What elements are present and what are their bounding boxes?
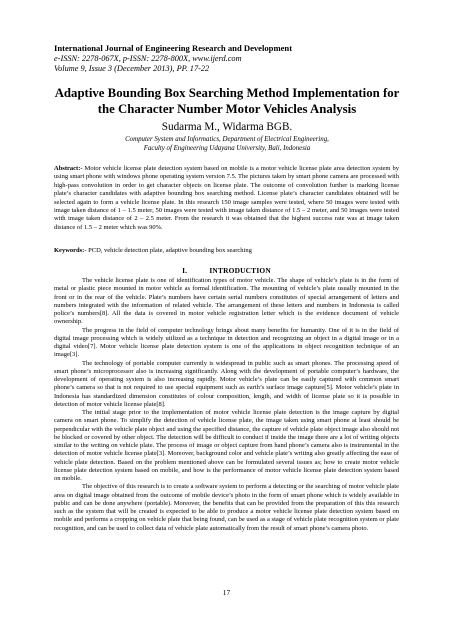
affiliation-line-1: Computer System and Informatics, Department of Electrical Engineering, xyxy=(125,136,329,143)
keywords-label: Keywords:- xyxy=(54,247,87,254)
paragraph: The objective of this research is to create a software system to perform a detecting or the searching of motor vehicle plate area on digital image obtained from the outcome of mobile device’s photo in the form of smart phone which is widely available in public and can be done anywhere (portable). Moreover, the benefits that can be provided from the preparation of this this research such as the system that will be created is expected to be able to produce a motor vehicle license plate detection system based on mobile and performs a cropping on vehicle plate that being found, can be used as a stage of vehicle plate recognition system or plate recognition, and can be used to collect data of vehicle plate automatically from the result of smart phone’s camera photo. xyxy=(54,483,399,532)
section-title: INTRODUCTION xyxy=(209,266,271,275)
paragraph: The progress in the field of computer technology brings about many benefits for humanity. One of it is in the field of digital image processing which is widely utilized as a technique in detection and recognizing an object in a digital image or in a digital video[7]. Motor vehicle license plate detection system is one of the applications in object recognition technique of an image[3]. xyxy=(54,326,399,359)
introduction-body xyxy=(54,277,399,533)
paragraph: The vehicle license plate is one of identification types of motor vehicle. The shape of vehicle’s plate is in the form of metal or plastic piece mounted in motor vehicle as formal identification. The mounting of vehicle’s plate usually mounted in the front or in the rear of the vehicle. Plate’s numbers have certain serial numbers constitutes of special arrangement of letters and numbers integrated with the information of related vehicle. The arrangement of these letters and numbers in Indonesia is called police’s numbers[8]. All the data is covered in motor vehicle registration letter which is the evidence document of vehicle ownership. xyxy=(54,277,399,326)
journal-volume: Volume 9, Issue 3 (December 2013), PP. 17-22 xyxy=(54,64,210,74)
abstract-label: Abstract:- xyxy=(54,165,83,172)
section-number: I. xyxy=(182,266,188,275)
paragraph: The technology of portable computer currently is widespread in public such as smart phones. The processing speed of smart phone’s microprocessor also is increasing significantly. Along with the development of portable computer’s hardware, the development of operating system is also increasing rapidly. Motor vehicle’s plate can be easily captured with common smart phone’s camera so that is not required to use special equipment such as earth’s surface image capture[5]. Motor vehicle’s plate in Indonesia has standardized dimension constitutes of colour composition, length, and width of license plate so it is possible in detection of motor vehicle license plate[8]. xyxy=(54,359,399,408)
page-number: 17 xyxy=(222,588,231,597)
section-heading xyxy=(54,266,399,275)
journal-header xyxy=(54,43,414,75)
paragraph: The initial stage prior to the implementation of motor vehicle license plate detection is the image capture by digital camera on smart phone. To simplify the detection of vehicle license plate, the image taken using smart phone at least should be perpendicular with the vehicle plate object and using the specified distance, the capture of vehicle plate object image also should not be blocked or covered by other object. The detection will be difficult to conduct if inside the image there are a lot of writing objects similar to the writing on vehicle plate. The process of image or object capture from hand phone’s camera also is instrumental in the detection of motor vehicle license plate[3]. Moreover, background color and vehicle plate’s writing also greatly affecting the ease of vehicle plate detection. Based on the problem mentioned above can be formulated several issues as; how to create motor vehicle license plate detection system based on mobile, and how is the performance of motor vehicle license plate detection system based on mobile. xyxy=(54,409,399,482)
affiliation-line-2: Faculty of Engineering Udayana University, Bali, Indonesia xyxy=(143,144,311,152)
abstract xyxy=(54,165,399,232)
paper-authors: Sudarma M., Widarma BGB. xyxy=(161,121,293,133)
keywords-text: PCD, vehicle detection plate, adaptive bounding box searching xyxy=(86,247,252,254)
author-affiliation xyxy=(46,136,408,153)
keywords xyxy=(54,247,399,255)
journal-name: International Journal of Engineering Research and Development xyxy=(54,43,293,53)
abstract-text: Motor vehicle license plate detection system based on mobile is a motor vehicle license plate area detection system by using smart phone with windows phone operating system version 7.5. The pictures taken by smart phone camera are processed with high-pass convolution in order to get character objects on license plate. The outcome of convolution further is marking license plate’s character candidates with adaptive bounding box searching method. License plate’s character candidates obtained will be selected again to form a vehicle license plate. In this research 150 image samples were tested, where 50 images were tested with image taken distance of 1 – 1.5 meter, 50 images were tested with image taken distance of 1.5 – 2 meter, and 50 images were tested with image taken distance of 2 – 2.5 meter. From the research it was obtained that the highest success rate was at image taken distance of 1.5 – 2 meter which was 90%. xyxy=(54,165,399,231)
paper-title: Adaptive Bounding Box Searching Method Implementation for the Character Number Motor Vehicles Analysis xyxy=(54,86,400,116)
journal-issn: e-ISSN: 2278-067X, p-ISSN: 2278-800X, www.ijerd.com xyxy=(54,53,242,63)
